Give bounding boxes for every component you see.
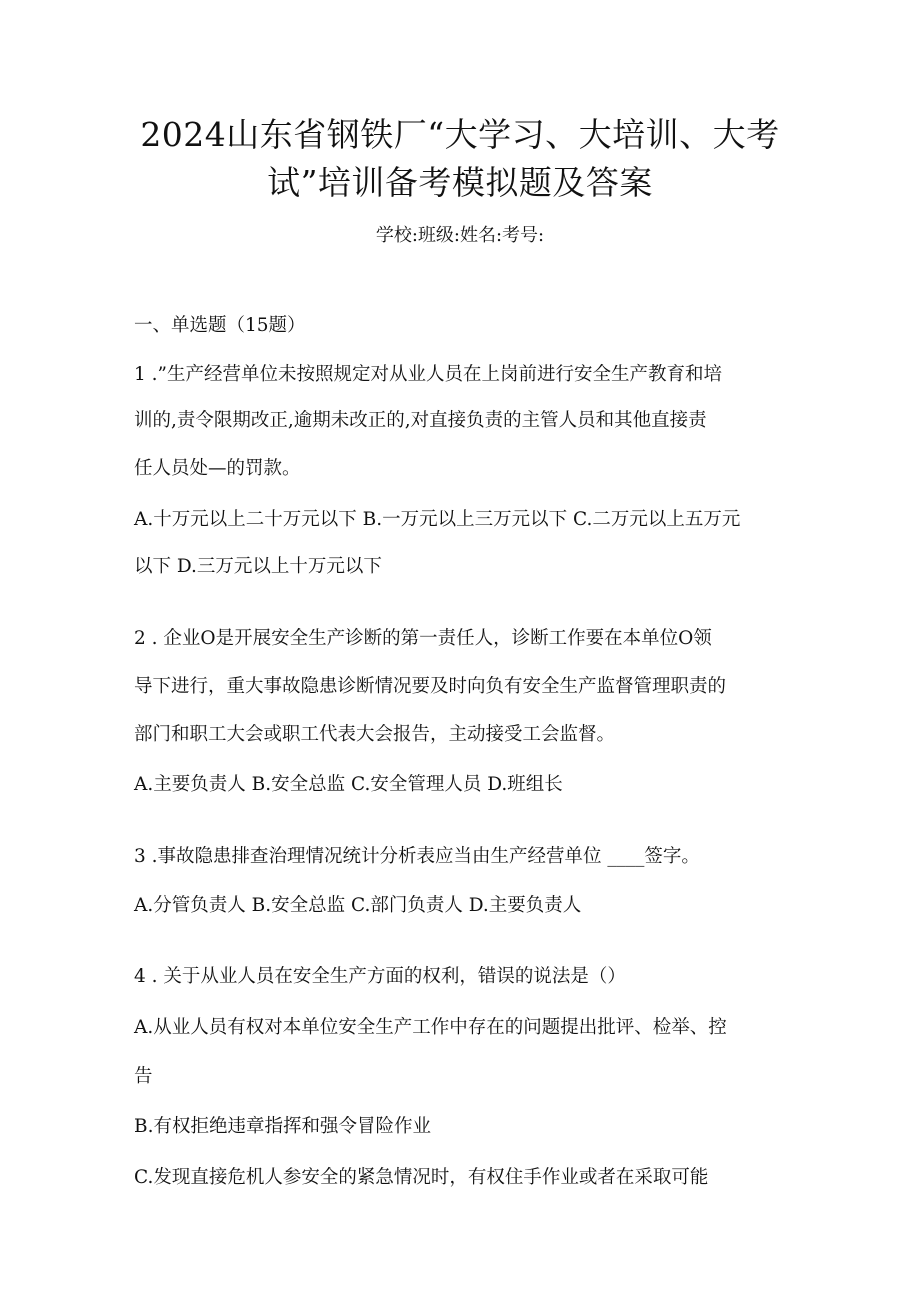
question-4-option-b: B.有权拒绝违章指挥和强令冒险作业 [134,1116,431,1137]
question-1-line-1: 1 .”生产经营单位未按照规定对从业人员在上岗前进行安全生产教育和培 [134,364,722,385]
question-4-option-a-line-2: 告 [134,1066,153,1087]
section-heading: 一、单选题（15题） [134,315,306,336]
question-1-options-line-2: 以下 D.三万元以上十万元以下 [134,556,382,577]
question-2-line-1: 2 . 企业O是开展安全生产诊断的第一责任人，诊断工作要在本单位O领 [134,628,712,649]
question-2-line-2: 导下进行，重大事故隐患诊断情况要及时向负有安全生产监督管理职责的 [134,676,727,697]
question-2-line-3: 部门和职工大会或职工代表大会报告，主动接受工会监督。 [134,724,616,745]
question-2-options: A.主要负责人 B.安全总监 C.安全管理人员 D.班组长 [134,774,563,795]
question-4-line-1: 4 . 关于从业人员在安全生产方面的权利，错误的说法是（） [134,966,626,987]
student-info-line: 学校:班级:姓名:考号: [375,225,545,246]
document-title-line-1: 2024山东省钢铁厂“大学习、大培训、大考 [140,115,780,154]
question-4-option-a-line-1: A.从业人员有权对本单位安全生产工作中存在的问题提出批评、检举、控 [134,1017,727,1038]
question-3-line-1: 3 .事故隐患排查治理情况统计分析表应当由生产经营单位 ____签字。 [134,846,700,867]
question-1-line-3: 任人员处—的罚款。 [134,458,301,479]
question-1-options-line-1: A.十万元以上二十万元以下 B.一万元以上三万元以下 C.二万元以上五万元 [134,509,741,530]
question-1-line-2: 训的,责令限期改正,逾期未改正的,对直接负责的主管人员和其他直接责 [134,410,707,431]
question-3-options: A.分管负责人 B.安全总监 C.部门负责人 D.主要负责人 [134,895,582,916]
question-4-option-c: C.发现直接危机人参安全的紧急情况时，有权住手作业或者在采取可能 [134,1167,709,1188]
document-title-line-2: 试”培训备考模拟题及答案 [267,163,653,202]
